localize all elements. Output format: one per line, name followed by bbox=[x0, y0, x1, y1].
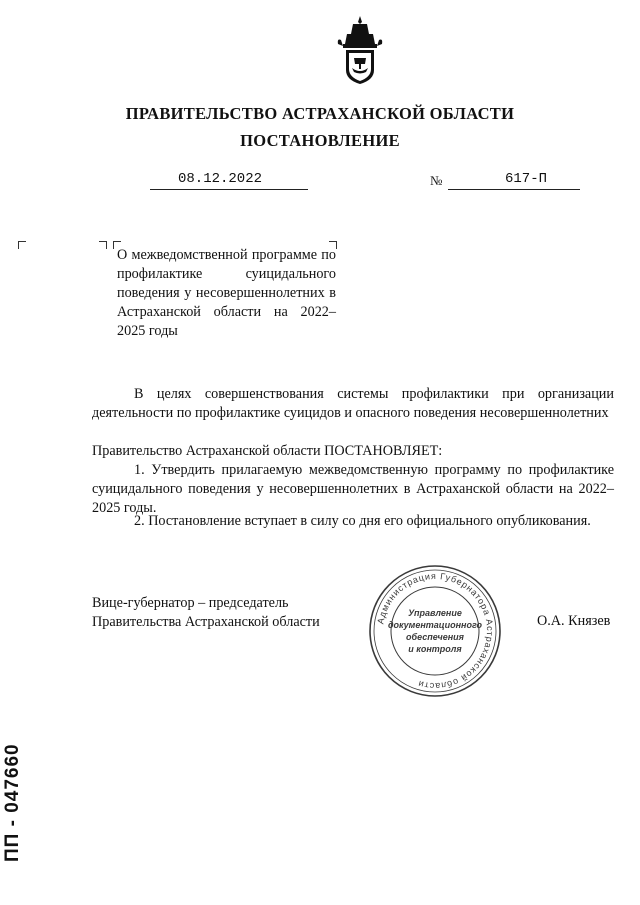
coat-of-arms-icon bbox=[333, 14, 387, 86]
document-date-field bbox=[150, 171, 308, 190]
stamp-ring-text: Администрация Губернатора Астраханской области bbox=[375, 570, 496, 692]
stamp-center-line: обеспечения bbox=[406, 632, 464, 642]
document-type-title: ПОСТАНОВЛЕНИЕ bbox=[240, 131, 400, 150]
document-number-field bbox=[448, 171, 580, 190]
margin-corner-mark bbox=[18, 241, 26, 249]
decree-item-1: 1. Утвердить прилагаемую межведомственную программу по профилактике суицидального поведения у несовершеннолетних в Астраханской области на 2022–2025 годы. bbox=[92, 462, 614, 516]
official-stamp bbox=[368, 564, 502, 698]
decree-item-2: 2. Постановление вступает в силу со дня его официального опубликования. bbox=[134, 513, 591, 529]
signatory-position-line: Правительства Астраханской области bbox=[92, 614, 320, 630]
svg-text:Администрация Губернатора Астр bbox=[375, 571, 495, 691]
document-subject: О межведомственной программе по профилактике суицидального поведения у несовершеннолетних в Астраханской области на 2022–2025 годы bbox=[117, 247, 336, 339]
organization-title: ПРАВИТЕЛЬСТВО АСТРАХАНСКОЙ ОБЛАСТИ bbox=[125, 104, 515, 123]
stamp-center-line: документационного bbox=[387, 620, 483, 630]
stamp-center-line: Управление bbox=[408, 608, 462, 618]
subject-corner-mark-left bbox=[99, 241, 107, 249]
signatory-position bbox=[92, 594, 320, 632]
stamp-center-line: и контроля bbox=[408, 644, 462, 654]
signatory-position-line: Вице-губернатор – председатель bbox=[92, 595, 289, 611]
signatory-name: О.А. Князев bbox=[537, 613, 611, 629]
decree-line: Правительство Астраханской области ПОСТАНОВЛЯЕТ: bbox=[92, 443, 443, 459]
number-label: № bbox=[430, 173, 443, 188]
document-number: 617-П bbox=[505, 171, 548, 187]
document-date: 08.12.2022 bbox=[178, 171, 263, 187]
preamble-paragraph: В целях совершенствования системы профилактики при организации деятельности по профилактике суицидов и опасного поведения несовершеннолетних bbox=[92, 386, 614, 421]
